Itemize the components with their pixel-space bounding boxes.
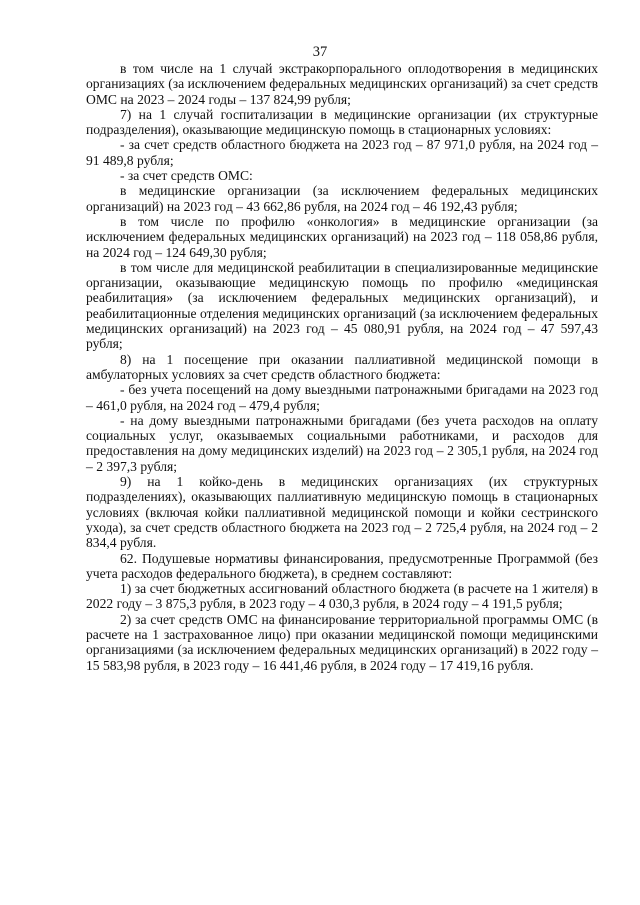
paragraph-item-9-bed-day: 9) на 1 койко-день в медицинских организациях (их структурных подразделениях), оказывающих паллиативную медицинскую помощь в стационарных условиях (включая койки паллиативной медицинской помощи и койки сестринского ухода), за счет средств областного бюджета на 2023 год – 2 725,4 рубля, на 2024 год – 2 834,4 рубля. — [86, 474, 598, 551]
page-number: 37 — [312, 44, 328, 60]
document-body — [86, 61, 598, 673]
paragraph-oms-territorial-program: 2) за счет средств ОМС на финансирование территориальной программы ОМС (в расчете на 1 застрахованное лицо) при оказании медицинской помощи медицинскими организациями (за исключением федеральных медицинских организаций) в 2022 году – 15 583,98 рубля, в 2023 году – 16 441,46 рубля, в 2024 году – 17 419,16 рубля. — [86, 611, 598, 673]
paragraph-home-visits: - на дому выездными патронажными бригадами (без учета расходов на оплату социальных услуг, оказываемых социальными работниками, и расходов для предоставления на дому медицинских изделий) на 2023 год – 2 305,1 рубля, на 2024 год – 2 397,3 рубля; — [86, 412, 598, 474]
paragraph-regional-budget: - за счет средств областного бюджета на 2023 год – 87 971,0 рубля, на 2024 год – 91 489,8 рубля; — [86, 137, 598, 168]
paragraph-budget-allocations: 1) за счет бюджетных ассигнований областного бюджета (в расчете на 1 жителя) в 2022 году – 3 875,3 рубля, в 2023 году – 4 030,3 рубля, в 2024 году – 4 191,5 рубля; — [86, 581, 598, 612]
paragraph-62-per-capita-norms: 62. Подушевые нормативы финансирования, предусмотренные Программой (без учета расходов федерального бюджета), в среднем составляют: — [86, 550, 598, 581]
paragraph-oms-funds: - за счет средств ОМС: — [120, 168, 253, 184]
paragraph-item-7-hospitalization: 7) на 1 случай госпитализации в медицинские организации (их структурные подразделения), оказывающие медицинскую помощь в стационарных условиях: — [86, 106, 598, 138]
paragraph-item-8-palliative-visit: 8) на 1 посещение при оказании паллиативной медицинской помощи в амбулаторных условиях за счет средств областного бюджета: — [86, 351, 598, 382]
paragraph-medical-rehabilitation: в том числе для медицинской реабилитации в специализированные медицинские организации, оказывающие медицинскую помощь по профилю «медицинская реабилитация» (за исключением федеральных медицинских организаций), и реабилитационные отделения медицинских организаций (за исключением федеральных медицинских организаций) на 2023 год – 45 080,91 рубля, на 2024 год – 47 597,43 рубля; — [86, 259, 598, 352]
paragraph-oncology-profile: в том числе по профилю «онкология» в медицинские организации (за исключением федеральных медицинских организаций) на 2023 год – 118 058,86 рубля, на 2024 год – 124 649,30 рубля; — [86, 213, 598, 260]
paragraph-eco-case: в том числе на 1 случай экстракорпорального оплодотворения в медицинских организациях (за исключением федеральных медицинских организаций) за счет средств ОМС на 2023 – 2024 годы – 137 824,99 рубля; — [86, 61, 598, 107]
paragraph-medical-organizations: в медицинские организации (за исключением федеральных медицинских организаций) на 2023 год – 43 662,86 рубля, на 2024 год – 46 192,43 рубля; — [86, 183, 598, 214]
paragraph-without-home-visits: - без учета посещений на дому выездными патронажными бригадами на 2023 год – 461,0 рубля, на 2024 год – 479,4 рубля; — [86, 382, 598, 413]
